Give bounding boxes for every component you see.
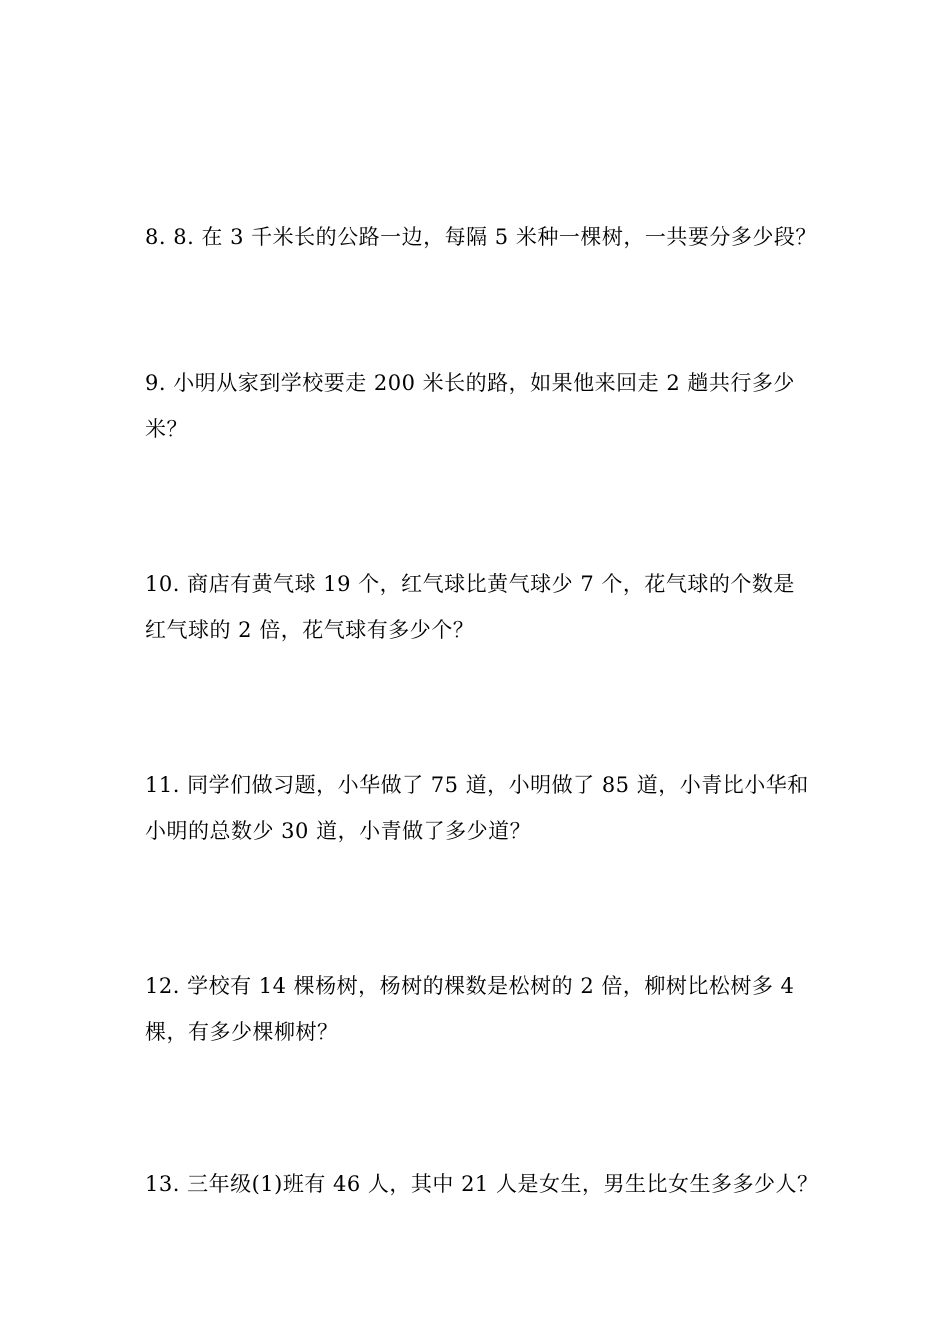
problem-8-line-1: 8. 8. 在 3 千米长的公路一边，每隔 5 米种一棵树，一共要分多少段？ [145, 225, 817, 249]
problem-9-line-2: 米？ [145, 417, 188, 441]
problem-9 [145, 360, 815, 452]
problem-11 [145, 762, 815, 854]
problem-12 [145, 963, 815, 1055]
problem-10-line-1: 10. 商店有黄气球 19 个，红气球比黄气球少 7 个，花气球的个数是 [145, 572, 795, 596]
problem-12-line-1: 12. 学校有 14 棵杨树，杨树的棵数是松树的 2 倍，柳树比松树多 4 [145, 974, 795, 998]
problem-11-line-2: 小明的总数少 30 道，小青做了多少道？ [145, 819, 532, 843]
problem-13 [145, 1161, 819, 1207]
problem-12-line-2: 棵，有多少棵柳树？ [145, 1020, 339, 1044]
problem-10-line-2: 红气球的 2 倍，花气球有多少个？ [145, 618, 475, 642]
problem-10 [145, 561, 815, 653]
problem-9-line-1: 9. 小明从家到学校要走 200 米长的路，如果他来回走 2 趟共行多少 [145, 371, 795, 395]
problem-8 [145, 214, 815, 260]
problem-13-line-1: 13. 三年级(1)班有 46 人，其中 21 人是女生，男生比女生多多少人？ [145, 1172, 819, 1196]
problem-11-line-1: 11. 同学们做习题，小华做了 75 道，小明做了 85 道，小青比小华和 [145, 773, 809, 797]
